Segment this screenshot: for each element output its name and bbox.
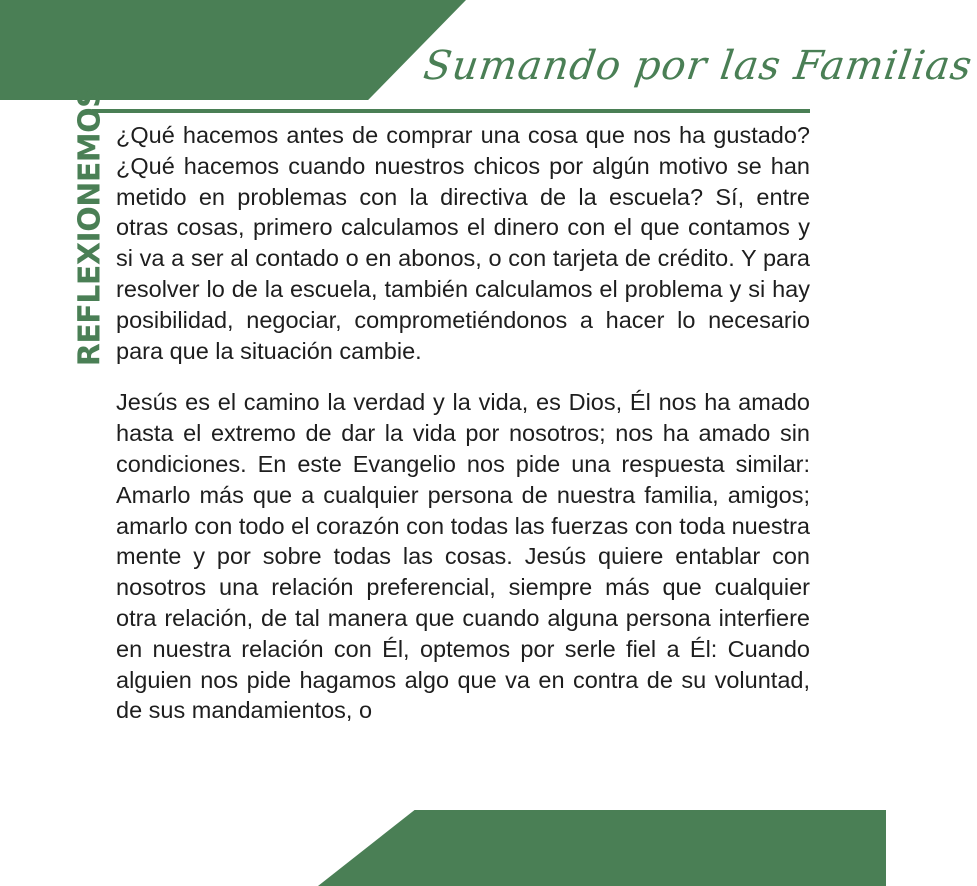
top-green-banner (0, 0, 466, 100)
bottom-green-banner (318, 810, 886, 886)
section-label-text: REFLEXIONEMOS (72, 86, 108, 366)
header-divider (92, 109, 810, 113)
paragraph-1: ¿Qué hacemos antes de comprar una cosa que nos ha gustado? ¿Qué hacemos cuando nuestros chicos por algún motivo se han metido en problemas con la directiva de la escuela? Sí, entre otras cosas, primero calculamos el dinero con el que contamos y si va a ser al contado o en abonos, o con tarjeta de crédito. Y para resolver lo de la escuela, también calculamos el problema y si hay posibilidad, negociar, comprometiéndonos a hacer lo necesario para que la situación cambie. (116, 122, 810, 364)
section-label (68, 86, 112, 366)
header-title: Sumando por las Familias (420, 43, 976, 89)
body-text (116, 120, 810, 726)
paragraph-2: Jesús es el camino la verdad y la vida, es Dios, Él nos ha amado hasta el extremo de dar la vida por nosotros; nos ha amado sin condiciones. En este Evangelio nos pide una respuesta similar: Amarlo más que a cualquier persona de nuestra familia, amigos; amarlo con todo el corazón con todas las fuerzas con toda nuestra mente y por sobre todas las cosas. Jesús quiere entablar con nosotros una relación preferencial, siempre más que cualquier otra relación, de tal manera que cuando alguna persona interfiere en nuestra relación con Él, optemos por serle fiel a Él: Cuando alguien nos pide hagamos algo que va en contra de su voluntad, de sus mandamientos, o (116, 389, 810, 724)
